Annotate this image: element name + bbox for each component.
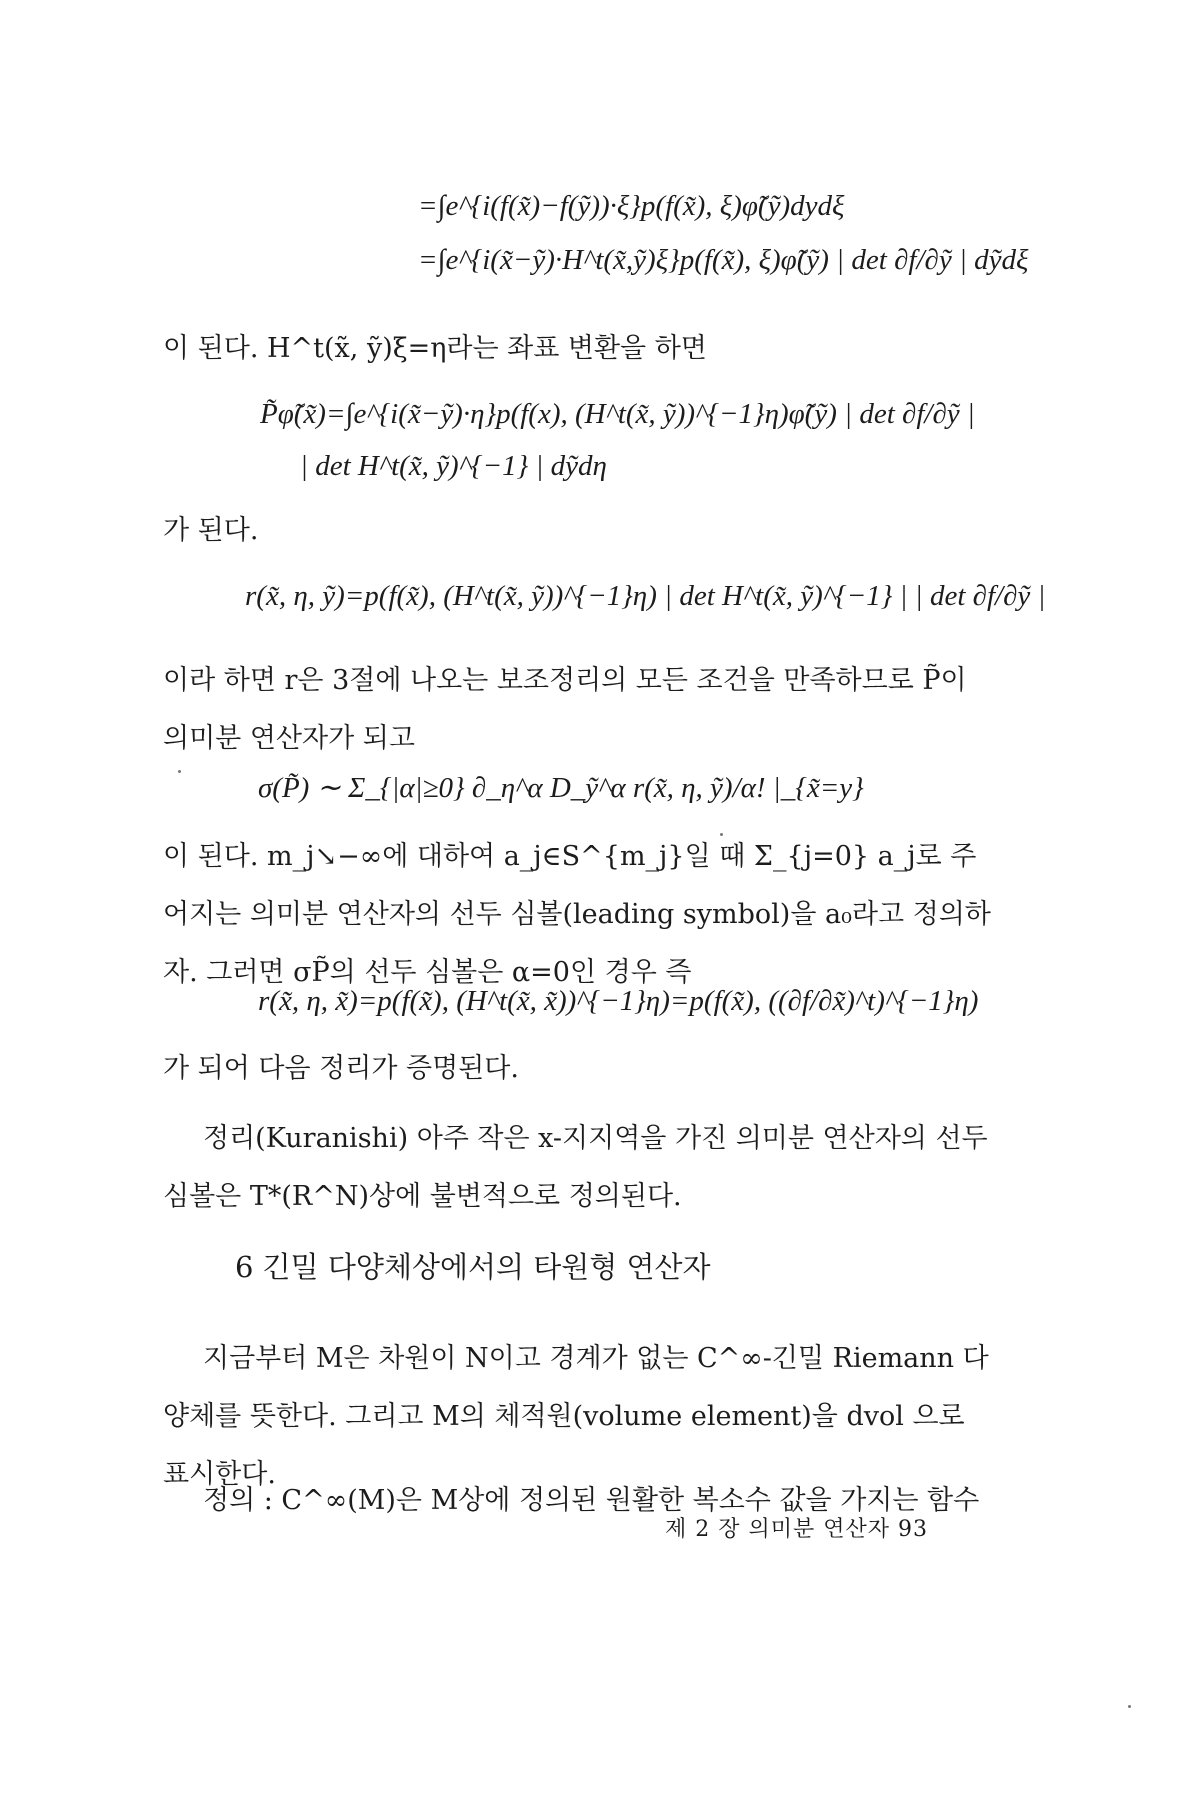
scan-speck bbox=[1128, 1705, 1131, 1708]
equation-symbol-expansion: σ(P̃) ∼ Σ_{|α|≥0} ∂_η^α D_ỹ^α r(x̃, η, ỹ)/α! |_{x̃=y} bbox=[258, 772, 864, 804]
scan-speck bbox=[178, 770, 181, 773]
paragraph-riemann-manifold: 지금부터 M은 차원이 N이고 경계가 없는 C^∞-긴밀 Riemann 다양체를 뜻한다. 그리고 M의 체적원(volume element)을 dvol 으로 표시한다. bbox=[163, 1343, 989, 1490]
paragraph-becomes: 가 된다. bbox=[163, 515, 259, 546]
paragraph-lemma-conditions: 이라 하면 r은 3절에 나오는 보조정리의 모든 조건을 만족하므로 P̃이 의미분 연산자가 되고 bbox=[163, 665, 967, 754]
scan-speck bbox=[720, 833, 723, 836]
page-footer: 제 2 장 의미분 연산자 93 bbox=[665, 1517, 928, 1542]
equation-transformed-operator-cont: | det H^t(x̃, ỹ)^{−1} | dỹdη bbox=[300, 450, 607, 482]
equation-line-1: =∫e^{i(f(x̃)−f(ỹ))·ξ}p(f(x̃), ξ)φ̃(ỹ)dydξ bbox=[418, 190, 845, 222]
equation-principal-symbol: r(x̃, η, x̃)=p(f(x̃), (H^t(x̃, x̃))^{−1}η)=p(f(x̃), ((∂f/∂x̃)^t)^{−1}η) bbox=[258, 985, 979, 1017]
theorem-kuranishi: 정리(Kuranishi) 아주 작은 x-지지역을 가진 의미분 연산자의 선두 심볼은 T*(R^N)상에 불변적으로 정의된다. bbox=[163, 1123, 988, 1212]
section-heading: 6 긴밀 다양체상에서의 타원형 연산자 bbox=[235, 1250, 711, 1284]
paragraph-coordinate-change: 이 된다. H^t(x̃, ỹ)ξ=η라는 좌표 변환을 하면 bbox=[163, 333, 707, 364]
equation-line-2: =∫e^{i(x̃−ỹ)·H^t(x̃,ỹ)ξ}p(f(x̃), ξ)φ̃(ỹ) | det ∂f/∂ỹ | dỹdξ bbox=[418, 244, 1029, 276]
equation-r-definition: r(x̃, η, ỹ)=p(f(x̃), (H^t(x̃, ỹ))^{−1}η) | det H^t(x̃, ỹ)^{−1} | | det ∂f/∂ỹ | bbox=[245, 580, 1046, 612]
equation-transformed-operator: P̃φ̃(x̃)=∫e^{i(x̃−ỹ)·η}p(f(x), (H^t(x̃, ỹ))^{−1}η)φ̃(ỹ) | det ∂f/∂ỹ | bbox=[260, 398, 975, 430]
definition-smooth-functions: 정의 : C^∞(M)은 M상에 정의된 원활한 복소수 값을 가지는 함수 bbox=[203, 1485, 980, 1516]
paragraph-leading-symbol: 이 된다. m_j↘−∞에 대하여 a_j∈S^{m_j}일 때 Σ_{j=0} a_j로 주어지는 의미분 연산자의 선두 심볼(leading symbol)을 a₀라고 정의하자. 그러면 σP̃의 선두 심볼은 α=0인 경우 즉 bbox=[163, 841, 991, 988]
paragraph-theorem-proved: 가 되어 다음 정리가 증명된다. bbox=[163, 1053, 519, 1084]
